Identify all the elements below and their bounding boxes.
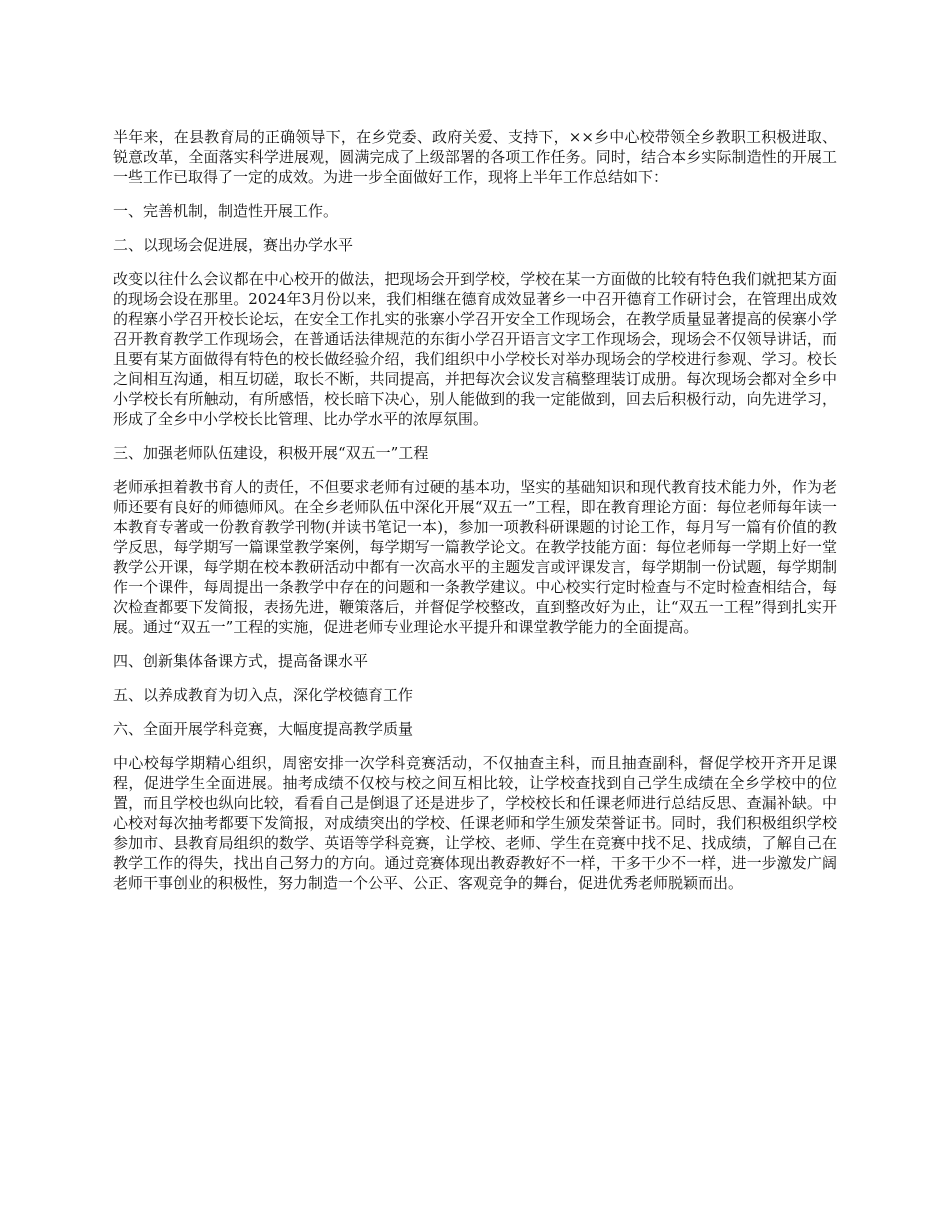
intro-paragraph: 半年来，在县教育局的正确领导下，在乡党委、政府关爱、支持下，××乡中心校带领全乡教职工积极进取、锐意改革，全面落实科学进展观，圆满完成了上级部署的各项工作任务。同时，结合本乡实际制造性的开展工一些工作已取得了一定的成效。为进一步全面做好工作，现将上半年工作总结如下： — [113, 128, 837, 186]
section-6-paragraph: 中心校每学期精心组织，周密安排一次学科竞赛活动，不仅抽查主科，而且抽查副科，督促学校开齐开足课程，促进学生全面进展。抽考成绩不仅校与校之间互相比较，让学校查找到自己学生成绩在全乡学校中的位置，而且学校也纵向比较，看看自己是倒退了还是进步了，学校校长和任课老师进行总结反思、查漏补缺。中心校对每次抽考都要下发简报，对成绩突出的学校、任课老师和学生颁发荣誉证书。同时，我们积极组织学校参加市、县教育局组织的数学、英语等学科竞赛，让学校、老师、学生在竞赛中找不足、找成绩，了解自己在教学工作的得失，找出自己努力的方向。通过竞赛体现出教孬教好不一样，干多干少不一样，进一步激发广阔老师干事创业的积极性，努力制造一个公平、公正、客观竞争的舞台，促进优秀老师脱颖而出。 — [113, 754, 837, 892]
section-heading-5: 五、以养成教育为切入点，深化学校德育工作 — [113, 686, 414, 704]
section-heading-3: 三、加强老师队伍建设，积极开展“双五一”工程 — [113, 444, 429, 462]
section-heading-2: 二、以现场会促进展，赛出办学水平 — [113, 236, 354, 254]
section-2-paragraph: 改变以往什么会议都在中心校开的做法，把现场会开到学校，学校在某一方面做的比较有特色我们就把某方面的现场会设在那里。2024年3月份以来，我们相继在德育成效显著乡一中召开德育工作研讨会，在管理出成效的程寨小学召开校长论坛，在安全工作扎实的张寨小学召开安全工作现场会，在教学质量显著提高的侯寨小学召开教育教学工作现场会，在普通话法律规范的东街小学召开语言文字工作现场会，现场会不仅领导讲话，而且要有某方面做得有特色的校长做经验介绍，我们组织中小学校长对举办现场会的学校进行参观、学习。校长之间相互沟通，相互切磋，取长不断，共同提高，并把每次会议发言稿整理装订成册。每次现场会都对全乡中小学校长有所触动，有所感悟，校长暗下决心，别人能做到的我一定能做到，回去后积极行动，向先进学习，形成了全乡中小学校长比管理、比办学水平的浓厚氛围。 — [113, 270, 837, 428]
section-heading-1: 一、完善机制，制造性开展工作。 — [113, 202, 339, 220]
section-heading-4: 四、创新集体备课方式，提高备课水平 — [113, 652, 369, 670]
document-body — [113, 127, 837, 907]
section-3-paragraph: 老师承担着教书育人的责任，不但要求老师有过硬的基本功，坚实的基础知识和现代教育技术能力外，作为老师还要有良好的师德师风。在全乡老师队伍中深化开展“双五一”工程，即在教育理论方面：每位老师每年读一本教育专著或一份教育教学刊物(并读书笔记一本)，参加一项教科研课题的讨论工作，每月写一篇有价值的教学反思，每学期写一篇课堂教学案例，每学期写一篇教学论文。在教学技能方面：每位老师每一学期上好一堂教学公开课，每学期在校本教研活动中都有一次高水平的主题发言或评课发言，每学期制一份试题，每学期制作一个课件，每周提出一条教学中存在的问题和一条教学建议。中心校实行定时检查与不定时检查相结合，每次检查都要下发简报，表扬先进，鞭策落后，并督促学校整改，直到整改好为止，让“双五一工程”得到扎实开展。通过“双五一”工程的实施，促进老师专业理论水平提升和课堂教学能力的全面提高。 — [113, 478, 837, 636]
section-heading-6: 六、全面开展学科竞赛，大幅度提高教学质量 — [113, 720, 414, 738]
